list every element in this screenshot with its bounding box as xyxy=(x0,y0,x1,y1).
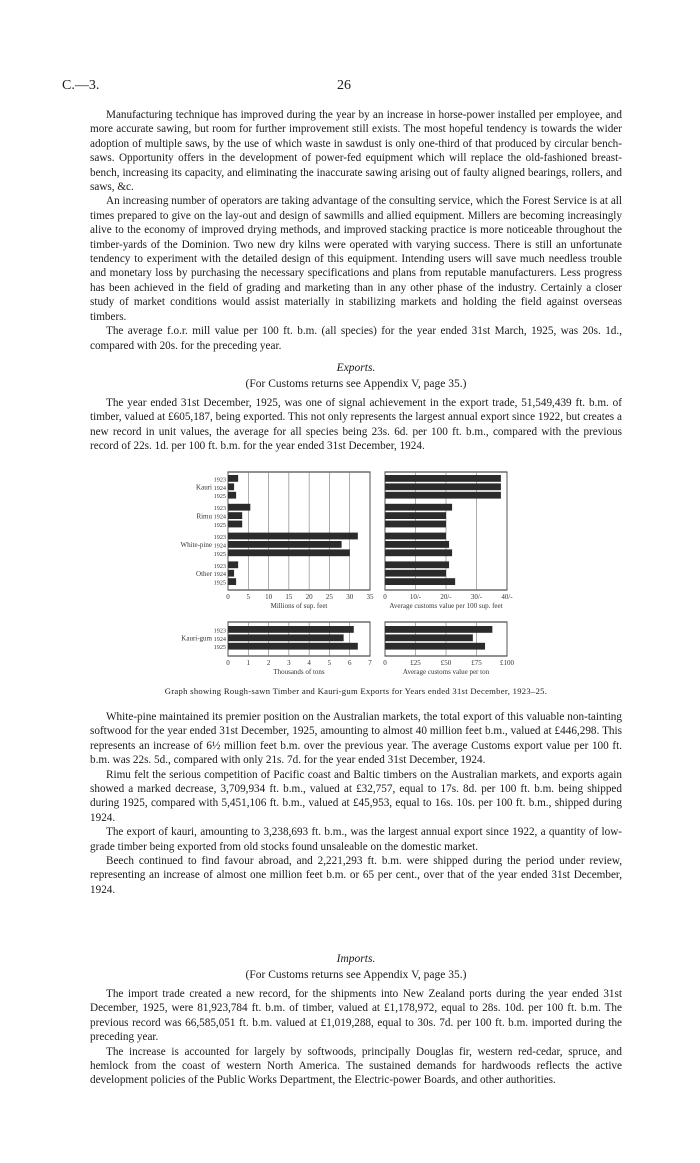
tick-label: 20 xyxy=(305,593,313,601)
tick-label: 0 xyxy=(226,659,230,667)
year-label: 1924 xyxy=(213,484,226,492)
year-label: 1923 xyxy=(213,562,226,570)
tick-label: £50 xyxy=(440,659,452,667)
year-label: 1924 xyxy=(213,542,226,550)
tick-label: 35 xyxy=(366,593,374,601)
imports-reference: (For Customs returns see Appendix V, page 35.) xyxy=(245,969,467,981)
bar xyxy=(385,492,501,499)
series-label: C.—3. xyxy=(62,78,100,93)
paragraph: The year ended 31st December, 1925, was one of signal achievement in the export trade, 51,549,439 ft. b.m. of timber, valued at £605,187, being exported. This not only represents the largest annual export since 1922, but creates a new record in unit values, the average for all species being 23s. 6d. per 100 ft. b.m., compared with the previous record of 22s. 1d. per 100 ft. b.m. for the year ended 31st December, 1924. xyxy=(90,397,622,453)
bar xyxy=(385,561,449,568)
paragraph: The export of kauri, amounting to 3,238,693 ft. b.m., was the largest annual export since 1922, a quantity of low-grade timber being exported from old stocks found unsaleable on the domestic market. xyxy=(90,826,622,853)
year-label: 1925 xyxy=(213,550,226,558)
group-label: Rimu xyxy=(196,512,212,521)
tick-label: 6 xyxy=(347,659,352,667)
tick-label: 1 xyxy=(246,659,251,667)
tick-label: £100 xyxy=(500,659,514,667)
year-label: 1925 xyxy=(213,493,226,501)
bar xyxy=(385,541,449,548)
paragraph: White-pine maintained its premier position on the Australian markets, the total export of this valuable non-tainting softwood for the year ended 31st December, 1925, amounting to almost 40 million feet b.m., valued at £446,298. This represents an increase of 6½ million feet b.m. over the previous year. The average Customs export value per 100 ft. b.m. was 22s. 5d., compared with only 21s. 7d. for the year ended 31st December, 1924. xyxy=(90,711,622,767)
paragraph: Beech continued to find favour abroad, and 2,221,293 ft. b.m. were shipped during the period under review, representing an increase of almost one million feet b.m. or 65 per cent., over that of the year ended 31st December, 1924. xyxy=(90,855,622,896)
export-details xyxy=(90,710,622,897)
tick-label: 15 xyxy=(285,593,293,601)
year-label: 1925 xyxy=(213,522,226,529)
bar xyxy=(385,512,446,519)
tick-label: 40/- xyxy=(501,593,513,601)
bar xyxy=(228,578,236,585)
tick-label: 10 xyxy=(265,593,273,601)
chart-caption: Graph showing Rough-sawn Timber and Kauri-gum Exports for Years ended 31st December, 1923–25. xyxy=(164,686,548,696)
imports-heading: Imports. xyxy=(336,953,376,965)
bar xyxy=(385,643,485,650)
year-label: 1924 xyxy=(213,635,226,643)
bar xyxy=(228,504,250,511)
bar xyxy=(228,492,236,499)
axis-label: Millions of sup. feet xyxy=(270,602,328,610)
bar xyxy=(228,521,242,528)
year-label: 1923 xyxy=(213,476,226,484)
paragraph: The average f.o.r. mill value per 100 ft. b.m. (all species) for the year ended 31st March, 1925, was 20s. 1d., compared with 20s. for the preceding year. xyxy=(90,325,622,352)
tick-label: 5 xyxy=(246,593,251,601)
tick-label: 4 xyxy=(307,659,311,667)
bar xyxy=(385,634,473,641)
axis-label: Thousands of tons xyxy=(273,668,325,676)
year-label: 1923 xyxy=(213,505,226,513)
year-label: 1925 xyxy=(213,644,226,652)
bar xyxy=(228,561,238,568)
group-label: Kauri xyxy=(196,483,212,492)
bar xyxy=(385,549,452,556)
bar xyxy=(228,626,354,633)
bar xyxy=(228,570,234,577)
paragraph: Rimu felt the serious competition of Pacific coast and Baltic timbers on the Australian markets, and exports again showed a marked decrease, 3,709,934 ft. b.m., valued at £32,757, equal to 17s. 8d. per 100 ft. b.m. being shipped during 1925, compared with 5,451,106 ft. b.m., valued at £45,953, equal to 16s. 10s. per 100 ft. b.m., shipped during 1924. xyxy=(90,768,622,824)
group-label: White-pine xyxy=(180,541,212,550)
imports-section xyxy=(90,987,622,1088)
tick-label: 30/- xyxy=(470,593,483,601)
tick-label: 3 xyxy=(287,659,291,667)
bar xyxy=(228,483,234,490)
year-label: 1923 xyxy=(213,627,226,635)
bar xyxy=(385,626,492,633)
tick-label: 5 xyxy=(327,659,332,667)
bar xyxy=(385,578,455,585)
bar xyxy=(385,475,501,482)
axis-label: Average customs value per 100 sup. feet xyxy=(389,602,503,610)
tick-label: £25 xyxy=(410,659,421,667)
exports-intro xyxy=(90,396,622,454)
exports-heading: Exports. xyxy=(336,362,376,374)
panel-frame xyxy=(228,472,370,590)
bar xyxy=(228,512,242,519)
paragraph: Manufacturing technique has improved during the year by an increase in horse-power installed per employee, and more accurate sawing, but room for further improvement still exists. The most hopeful tendency is towards the wider adoption of multiple saws, by the use of which waste in sawdust is only one-third of that produced by circular bench-saws. Opportunity offers in the development of power-fed equipment which will replace the old-fashioned breast-bench, increasing its capacity, and eliminating the inaccurate sawing arising out of faulty aligned bearings, rollers, and saws, &c. xyxy=(90,109,622,194)
bar xyxy=(385,570,446,577)
year-label: 1924 xyxy=(213,513,226,521)
bar xyxy=(228,634,344,641)
exports-reference: (For Customs returns see Appendix V, page 35.) xyxy=(245,378,467,390)
bar xyxy=(385,533,446,540)
bar xyxy=(385,521,446,528)
export-chart xyxy=(0,460,700,680)
bar xyxy=(228,475,238,482)
bar xyxy=(385,504,452,511)
bar xyxy=(228,533,358,540)
tick-label: 20/- xyxy=(440,593,452,601)
tick-label: 10/- xyxy=(409,593,422,601)
tick-label: 0 xyxy=(226,593,230,601)
paragraph: The import trade created a new record, for the shipments into New Zealand ports during the year ended 31st December, 1925, were 81,923,784 ft. b.m. of timber, valued at £1,178,972, equal to 28s. 10d. per 100 ft. b.m. The previous record was 66,585,051 ft. b.m. valued at £1,019,288, equal to 30s. 7d. per 100 ft. b.m. imported during the preceding year. xyxy=(90,988,622,1044)
tick-label: £75 xyxy=(471,659,482,667)
bar xyxy=(228,643,358,650)
tick-label: 7 xyxy=(368,659,372,667)
page-number: 26 xyxy=(337,78,351,93)
group-label: Other xyxy=(196,570,212,578)
tick-label: 0 xyxy=(383,659,387,667)
group-label: Kauri-gum xyxy=(181,634,212,643)
bar xyxy=(228,549,350,556)
tick-label: 25 xyxy=(325,593,333,601)
paragraph: The increase is accounted for largely by softwoods, principally Douglas fir, western red-cedar, spruce, and hemlock from the coast of western North America. The sustained demands for hardwoods reflects the active development policies of the Public Works Department, the Electric-power Boards, and other authorities. xyxy=(90,1045,622,1087)
paragraph: An increasing number of operators are taking advantage of the consulting service, which the Forest Service is at all times prepared to give on the lay-out and design of sawmills and allied equipment. Millers are becoming increasingly alive to the economy of improved drying methods, and improved stacking practice is more noticeable throughout the timber-yards of the Dominion. Two new dry kilns were operated with varying success. There is still an unfortunate tendency to experiment with the detailed design of this equipment. Intending users will save much needless trouble and monetary loss by purchasing the necessary specifications and plans from reputable manufacturers. Less progress has been achieved in the field of grading and marketing than in any other phase of the industry. Certainly a closer study of market conditions would assist materially in stabilizing markets and holding the field against overseas timbers. xyxy=(90,195,622,323)
bar xyxy=(228,541,342,548)
bar xyxy=(385,483,501,490)
tick-label: 2 xyxy=(266,659,271,667)
axis-label: Average customs value per ton xyxy=(402,668,490,676)
year-label: 1924 xyxy=(213,571,226,579)
year-label: 1923 xyxy=(213,534,226,541)
intro-section xyxy=(90,108,622,353)
year-label: 1925 xyxy=(213,579,226,587)
tick-label: 0 xyxy=(383,593,387,601)
tick-label: 30 xyxy=(346,593,354,601)
